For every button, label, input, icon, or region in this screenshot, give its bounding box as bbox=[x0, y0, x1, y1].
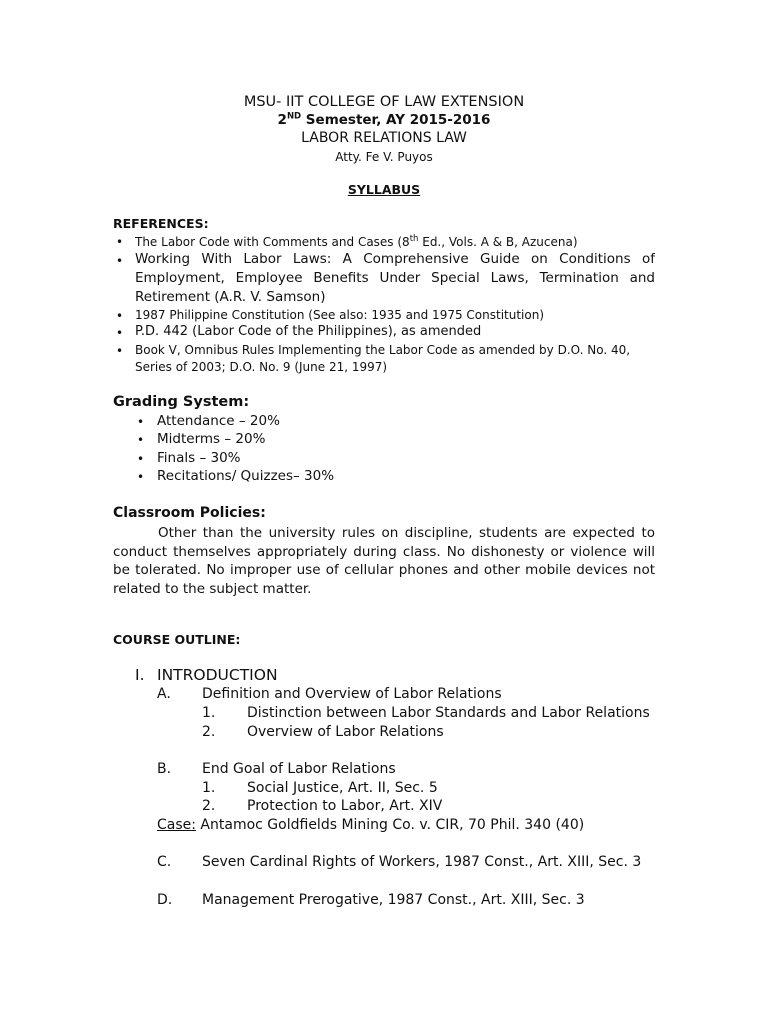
outline-item-b1: Social Justice, Art. II, Sec. 5 bbox=[247, 780, 438, 796]
outline-label-c: C. bbox=[157, 854, 172, 870]
outline-number-b1: 1. bbox=[202, 780, 216, 796]
bullet-icon: • bbox=[137, 433, 145, 447]
reference-item-2-line-1: Working With Labor Laws: A Comprehensive Guide on Conditions of bbox=[135, 251, 655, 267]
reference-item-2-line-3: Retirement (A.R. V. Samson) bbox=[135, 289, 326, 305]
reference-item-1 bbox=[135, 235, 578, 249]
outline-number-b2: 2. bbox=[202, 798, 216, 814]
bullet-icon: • bbox=[116, 254, 124, 268]
reference-item-5-line-1: Book V, Omnibus Rules Implementing the Labor Code as amended by D.O. No. 40, bbox=[135, 343, 631, 357]
outline-item-a: Definition and Overview of Labor Relations bbox=[202, 686, 502, 702]
case-label: Case: bbox=[157, 817, 196, 833]
reference-item-2-line-2: Employment, Employee Benefits Under Special Laws, Termination and bbox=[135, 270, 655, 286]
syllabus-label: SYLLABUS bbox=[347, 182, 421, 197]
reference-item-4: P.D. 442 (Labor Code of the Philippines), as amended bbox=[135, 324, 482, 339]
school-name: MSU- IIT COLLEGE OF LAW EXTENSION bbox=[243, 94, 525, 110]
outline-item-a1: Distinction between Labor Standards and Labor Relations bbox=[247, 705, 650, 721]
outline-item-b2: Protection to Labor, Art. XIV bbox=[247, 798, 443, 814]
bullet-icon: • bbox=[116, 344, 124, 358]
bullet-icon: • bbox=[116, 235, 124, 249]
outline-number-a2: 2. bbox=[202, 724, 216, 740]
reference-item-5-line-2: Series of 2003; D.O. No. 9 (June 21, 1997) bbox=[135, 360, 388, 374]
course-outline-heading: COURSE OUTLINE: bbox=[113, 632, 241, 647]
references-heading: REFERENCES: bbox=[113, 216, 209, 231]
policies-text: Other than the university rules on discipline, students are expected to conduct themselves appropriately during class. No dishonesty or violence will be tolerated. No improper use of cellular phones and other mobile devices not related to the subject matter. bbox=[113, 525, 655, 597]
outline-label-b: B. bbox=[157, 761, 172, 777]
outline-item-a2: Overview of Labor Relations bbox=[247, 724, 444, 740]
bullet-icon: • bbox=[116, 326, 124, 340]
outline-item-c: Seven Cardinal Rights of Workers, 1987 Const., Art. XIII, Sec. 3 bbox=[202, 854, 642, 870]
semester-suffix: ND bbox=[286, 111, 302, 122]
case-text: Antamoc Goldfields Mining Co. v. CIR, 70 Phil. 340 (40) bbox=[195, 817, 585, 833]
grading-item: Attendance – 20% bbox=[157, 413, 280, 429]
semester-number: 2 bbox=[277, 112, 287, 128]
bullet-icon: • bbox=[137, 415, 145, 429]
grading-heading: Grading System: bbox=[113, 394, 250, 410]
section-number: I. bbox=[135, 666, 145, 684]
reference-item-3: 1987 Philippine Constitution (See also: 1935 and 1975 Constitution) bbox=[135, 308, 545, 322]
instructor-name: Atty. Fe V. Puyos bbox=[335, 150, 433, 164]
course-title: LABOR RELATIONS LAW bbox=[301, 130, 467, 146]
outline-item-d: Management Prerogative, 1987 Const., Art. XIII, Sec. 3 bbox=[202, 892, 585, 908]
case-citation bbox=[157, 817, 584, 833]
grading-item: Midterms – 20% bbox=[157, 431, 266, 447]
outline-label-d: D. bbox=[157, 892, 173, 908]
reference-1-text: The Labor Code with Comments and Cases (8 bbox=[135, 235, 410, 249]
policies-heading: Classroom Policies: bbox=[113, 505, 266, 521]
outline-item-b: End Goal of Labor Relations bbox=[202, 761, 396, 777]
grading-item: Recitations/ Quizzes– 30% bbox=[157, 468, 335, 484]
outline-label-a: A. bbox=[157, 686, 171, 702]
grading-item: Finals – 30% bbox=[157, 450, 241, 466]
semester-line bbox=[0, 112, 768, 128]
bullet-icon: • bbox=[116, 309, 124, 323]
semester-text: Semester, AY 2015-2016 bbox=[301, 112, 491, 128]
bullet-icon: • bbox=[137, 452, 145, 466]
reference-1-text-end: Ed., Vols. A & B, Azucena) bbox=[418, 235, 578, 249]
reference-1-sup: th bbox=[409, 234, 419, 244]
outline-number-a1: 1. bbox=[202, 705, 216, 721]
section-title: INTRODUCTION bbox=[157, 666, 278, 684]
bullet-icon: • bbox=[137, 470, 145, 484]
